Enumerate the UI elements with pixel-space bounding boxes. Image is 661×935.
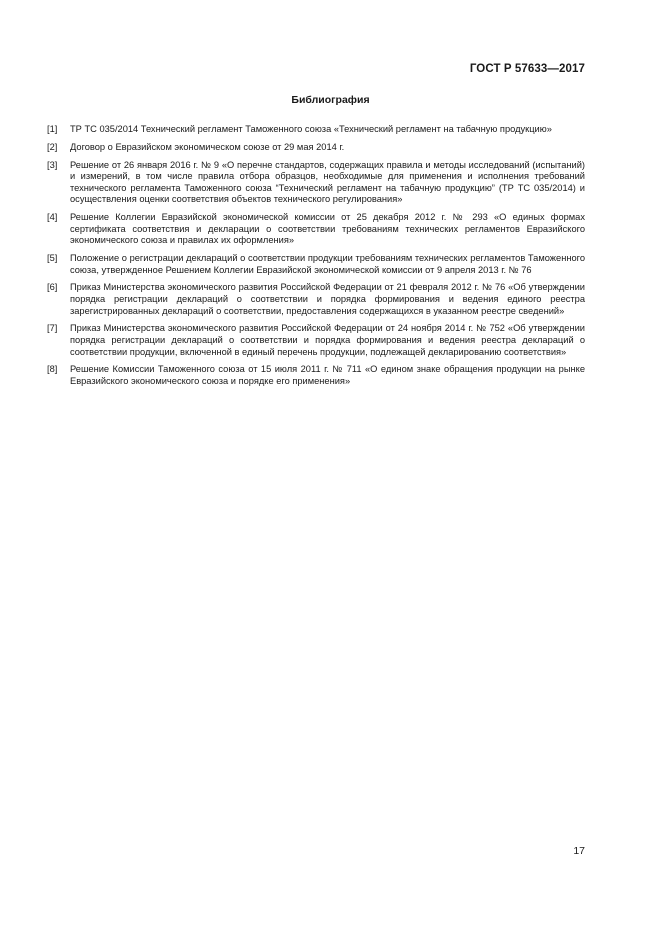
reference-number: [1] <box>47 124 58 134</box>
reference-text: Приказ Министерства экономического развития Российской Федерации от 21 февраля 2012 г. № 76 «Об утверждении порядка регистрации деклараций о соответствии и порядка формирования и ведения единого реестра зарегистрированных деклараций о соответствии, предоставления содержащихся в указанном реестре сведений» <box>70 282 585 316</box>
page-number: 17 <box>573 845 585 857</box>
reference-number: [4] <box>47 212 58 223</box>
reference-text: ТР ТС 035/2014 Технический регламент Таможенного союза «Технический регламент на табачную продукцию» <box>70 124 552 134</box>
reference-text: Приказ Министерства экономического развития Российской Федерации от 24 ноября 2014 г. № 752 «Об утверждении порядка регистрации деклараций о соответствии и порядка формирования и ведения реестра деклараций о соответствии продукции, включенной в единый перечень продукции, подлежащей декларированию соответствия» <box>70 323 585 357</box>
reference-text: Решение от 26 января 2016 г. № 9 «О перечне стандартов, содержащих правила и методы исследований (испытаний) и измерений, в том числе правила отбора образцов, необходимые для применения и исполнения требований технического регламента Таможенного союза “Технический регламент на табачную продукцию” (ТР ТС 035/2014) и осуществления оценки соответствия объектов технического регулирования» <box>70 159 585 205</box>
reference-number: [7] <box>47 323 58 334</box>
bibliography-item <box>47 124 585 136</box>
bibliography-item <box>47 323 585 358</box>
reference-text: Решение Коллегии Евразийской экономической комиссии от 25 декабря 2012 г. № 293 «О единых формах сертификата соответствия и декларации о соответствии требованиям технических регламентов Евразийского экономического союза и правилах их оформления» <box>70 212 585 246</box>
bibliography-item <box>47 160 585 206</box>
bibliography-list <box>47 124 585 394</box>
reference-number: [8] <box>47 364 58 375</box>
reference-text: Договор о Евразийском экономическом союзе от 29 мая 2014 г. <box>70 141 345 152</box>
bibliography-item <box>47 253 585 276</box>
reference-number: [2] <box>47 141 58 152</box>
bibliography-item <box>47 212 585 247</box>
reference-text: Решение Комиссии Таможенного союза от 15 июля 2011 г. № 711 «О едином знаке обращения продукции на рынке Евразийского экономического союза и порядке его применения» <box>70 364 585 386</box>
bibliography-item <box>47 142 585 154</box>
document-code: ГОСТ Р 57633—2017 <box>469 63 585 75</box>
section-heading: Библиография <box>291 94 370 106</box>
reference-number: [3] <box>47 159 58 170</box>
reference-text: Положение о регистрации деклараций о соответствии продукции требованиям технических регламентов Таможенного союза, утвержденное Решением Коллегии Евразийской экономической комиссии от 9 апреля 2013 г. № 76 <box>70 253 585 275</box>
bibliography-item <box>47 282 585 317</box>
reference-number: [6] <box>47 282 58 293</box>
reference-number: [5] <box>47 253 58 264</box>
bibliography-item <box>47 364 585 387</box>
